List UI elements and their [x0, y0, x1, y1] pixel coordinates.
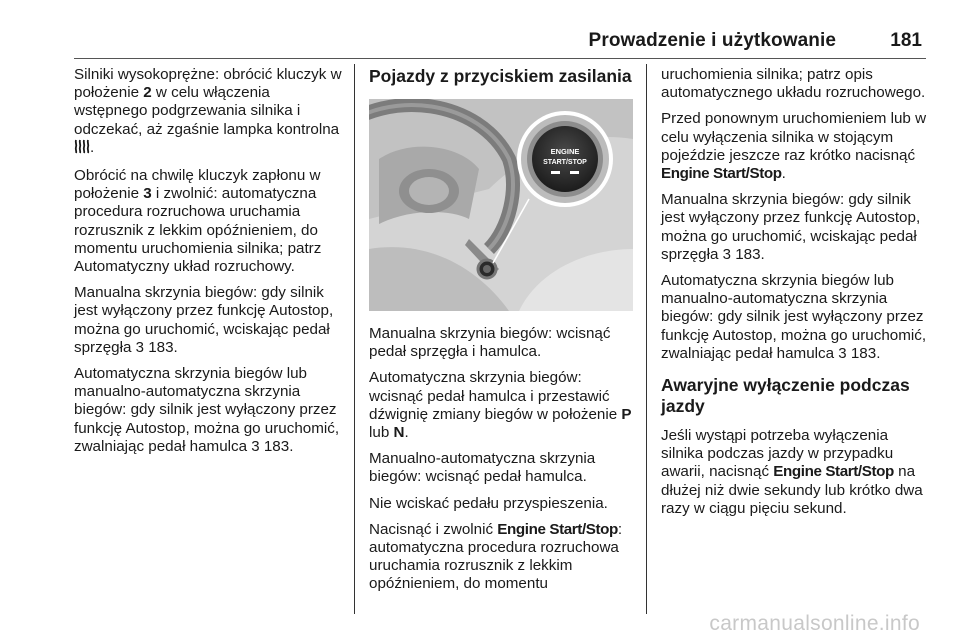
page-reference-icon: 3 [838, 344, 847, 362]
page-reference-icon: 3 [135, 338, 144, 356]
page-reference-icon: 3 [722, 245, 731, 263]
button-label-engine: ENGINE [550, 147, 580, 156]
section-heading-emergency-shutdown: Awaryjne wyłączenie podczas jazdy [661, 375, 910, 417]
column-left [74, 66, 346, 464]
paragraph-manual-autostop: Manualna skrzynia biegów: gdy silnik jest wyłączony przez funkcję Autostop, można go uruchomić, wciskając pedał sprzęgła 3 183. [661, 191, 921, 263]
paragraph-manual-autostop: Manualna skrzynia biegów: gdy silnik jest wyłączony przez funkcję Autostop, można go uruchomić, wciskając pedał sprzęgła 3 183. [74, 284, 334, 356]
paragraph-emergency: Jeśli wystąpi potrzeba wyłączenia silnika podczas jazdy w przypadku awarii, nacisnąć Engine Start/Stop na dłużej niż dwie sekundy lub krótko dwa razy w ciągu pięciu sekund. [661, 427, 923, 517]
column-divider [646, 64, 647, 614]
paragraph-restart: Przed ponownym uruchomieniem lub w celu wyłączenia silnika w stojącym pojeździe jeszcze raz krótko nacisnąć Engine Start/Stop. [661, 110, 927, 183]
page-reference-icon: 3 [251, 437, 260, 455]
paragraph-automatic-autostop: Automatyczna skrzynia biegów lub manualno-automatyczna skrzynia biegów: gdy silnik jest wyłączony przez funkcję Autostop, można go uruchomić, zwalniając pedał hamulca 3 183. [74, 365, 340, 455]
paragraph-manual: Manualna skrzynia biegów: wcisnąć pedał sprzęgła i hamulca. [369, 325, 611, 361]
page-header [74, 30, 926, 59]
paragraph-diesel: Silniki wysokoprężne: obrócić kluczyk w położenie 2 w celu włączenia wstępnego podgrzewania silnika i odczekać, aż zgaśnie lampka kontrolna . [74, 66, 346, 159]
paragraph-automatic-autostop: Automatyczna skrzynia biegów lub manualno-automatyczna skrzynia biegów: gdy silnik jest wyłączony przez funkcję Autostop, można go uruchomić, zwalniając pedał hamulca 3 183. [661, 272, 927, 362]
section-heading-power-button: Pojazdy z przyciskiem zasilania [369, 66, 632, 86]
engine-start-stop-illustration [369, 99, 633, 311]
column-middle [369, 66, 633, 602]
paragraph-key-turn: Obrócić na chwilę kluczyk zapłonu w położenie 3 i zwolnić: automatyczna procedura rozruchowa uruchamia rozrusznik z lekkim opóźnieniem, do momentu uruchomienia silnika; patrz Automatyczny układ rozruchowy. [74, 167, 322, 276]
section-title: Prowadzenie i użytkowanie [588, 30, 836, 51]
paragraph-accelerator: Nie wciskać pedału przyspieszenia. [369, 494, 608, 512]
watermark: carmanualsonline.info [709, 612, 920, 635]
column-divider [354, 64, 355, 614]
button-label-start-stop: START/STOP [543, 159, 587, 166]
paragraph-press-button: Nacisnąć i zwolnić Engine Start/Stop: automatyczna procedura rozruchowa uruchamia rozrusznik z lekkim opóźnieniem, do momentu [369, 520, 623, 593]
column-right [661, 66, 929, 526]
page-number: 181 [890, 30, 922, 51]
paragraph-manual-automatic: Manualno-automatyczna skrzynia biegów: wcisnąć pedał hamulca. [369, 450, 596, 486]
paragraph-continuation: uruchomienia silnika; patrz opis automatycznego układu rozruchowego. [661, 66, 926, 102]
paragraph-automatic: Automatyczna skrzynia biegów: wcisnąć pedał hamulca i przestawić dźwignię zmiany biegów w położenie P lub N. [369, 369, 632, 442]
glow-plug-icon [74, 139, 90, 159]
